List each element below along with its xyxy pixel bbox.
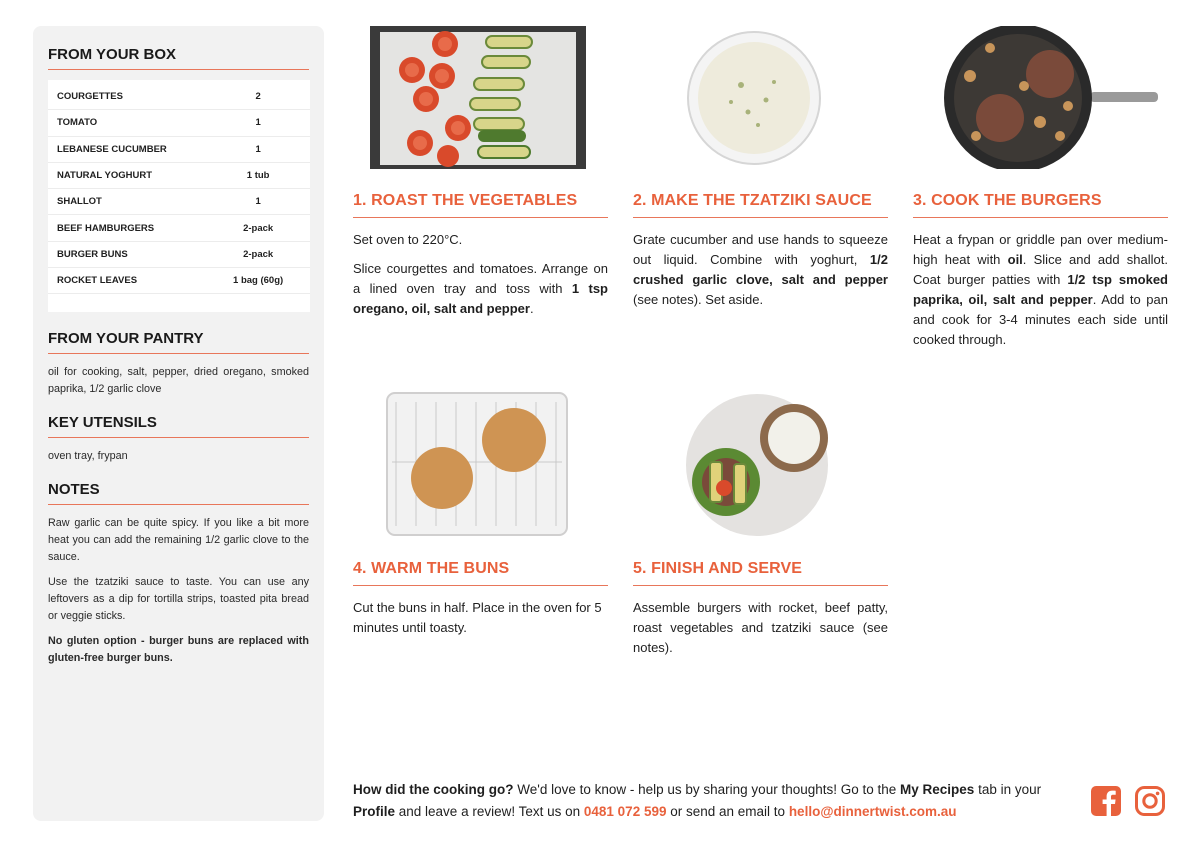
table-row	[48, 110, 310, 136]
feedback-footer: How did the cooking go? We'd love to know - help us by sharing your thoughts! Go to the My Recipes tab in your Profile and leave a review! Text us on 0481 072 599 or send an email to hello@dinnertwist.com.au	[353, 782, 1042, 819]
ingredient-qty: 2	[255, 91, 261, 103]
ingredient-name: TOMATO	[57, 117, 98, 129]
finished-burger-photo	[684, 392, 830, 538]
table-row	[48, 268, 310, 294]
ingredient-name: NATURAL YOGHURT	[57, 170, 152, 182]
ingredient-qty: 1	[255, 117, 261, 129]
table-row	[48, 242, 310, 268]
utensils-heading: KEY UTENSILS	[48, 414, 309, 438]
step-title: 4. WARM THE BUNS	[353, 560, 608, 586]
ingredient-qty: 1 bag (60g)	[233, 275, 284, 287]
warm-buns-photo	[386, 392, 568, 536]
ingredient-name: LEBANESE CUCUMBER	[57, 143, 167, 155]
ingredient-name: BEEF HAMBURGERS	[57, 222, 155, 234]
notes-gluten-paragraph: No gluten option - burger buns are replaced with gluten-free burger buns.	[48, 635, 309, 665]
step-text: Slice courgettes and tomatoes. Arrange on a lined oven tray and toss with 1 tsp oregano, oil, salt and pepper.	[353, 261, 609, 316]
pantry-text: oil for cooking, salt, pepper, dried oregano, smoked paprika, 1/2 garlic clove	[48, 366, 309, 396]
step-4	[353, 560, 608, 647]
email-link[interactable]: hello@dinnertwist.com.au	[788, 804, 957, 819]
roast-vegetables-photo	[370, 26, 586, 169]
step-1	[353, 192, 608, 328]
phone-link[interactable]: 0481 072 599	[583, 804, 667, 819]
ingredient-qty: 1 tub	[246, 170, 270, 182]
notes-paragraph: Use the tzatziki sauce to taste. You can use any leftovers as a dip for tortilla strips, toasted pita bread or veggie sticks.	[48, 576, 309, 623]
table-row	[48, 163, 310, 189]
table-row	[48, 215, 310, 241]
ingredient-name: ROCKET LEAVES	[57, 275, 138, 287]
step-title: 3. COOK THE BURGERS	[913, 192, 1168, 218]
ingredient-name: BURGER BUNS	[57, 248, 128, 260]
notes-heading: NOTES	[48, 481, 309, 505]
ingredient-qty: 2-pack	[243, 248, 274, 260]
step-text: Set oven to 220°C.	[353, 232, 463, 247]
instagram-icon[interactable]	[1134, 785, 1166, 817]
ingredient-qty: 2-pack	[243, 222, 274, 234]
sidebar	[33, 26, 324, 821]
notes-paragraph: Raw garlic can be quite spicy. If you like a bit more heat you can add the remaining 1/2 garlic clove to the sauce.	[48, 517, 309, 564]
pantry-heading: FROM YOUR PANTRY	[48, 330, 309, 354]
table-row	[48, 137, 310, 163]
burgers-pan-photo	[940, 26, 1162, 169]
step-2	[633, 192, 888, 319]
step-3	[913, 192, 1168, 359]
utensils-text: oven tray, frypan	[48, 450, 128, 463]
step-title: 2. MAKE THE TZATZIKI SAUCE	[633, 192, 888, 218]
ingredient-name: COURGETTES	[57, 91, 123, 103]
step-title: 5. FINISH AND SERVE	[633, 560, 888, 586]
table-row	[48, 189, 310, 215]
ingredient-qty: 1	[255, 196, 261, 208]
tzatziki-bowl-photo	[686, 30, 822, 166]
table-row	[48, 84, 310, 110]
step-5	[633, 560, 888, 667]
ingredients-table	[48, 80, 310, 312]
step-text: Cut the buns in half. Place in the oven for 5 minutes until toasty.	[353, 600, 602, 635]
step-text: Heat a frypan or griddle pan over medium-high heat with oil. Slice and add shallot. Coat burger patties with 1/2 tsp smoked paprika, oil, salt and pepper. Add to pan and cook for 3-4 minutes each side until cooked through.	[913, 232, 1168, 347]
from-box-heading: FROM YOUR BOX	[48, 46, 309, 70]
step-title: 1. ROAST THE VEGETABLES	[353, 192, 608, 218]
ingredient-name: SHALLOT	[57, 196, 102, 208]
ingredient-qty: 1	[255, 143, 261, 155]
step-text: Grate cucumber and use hands to squeeze out liquid. Combine with yoghurt, 1/2 crushed garlic clove, salt and pepper (see notes). Set aside.	[633, 232, 888, 307]
facebook-icon[interactable]	[1090, 785, 1122, 817]
step-text: Assemble burgers with rocket, beef patty, roast vegetables and tzatziki sauce (see notes).	[633, 600, 888, 655]
